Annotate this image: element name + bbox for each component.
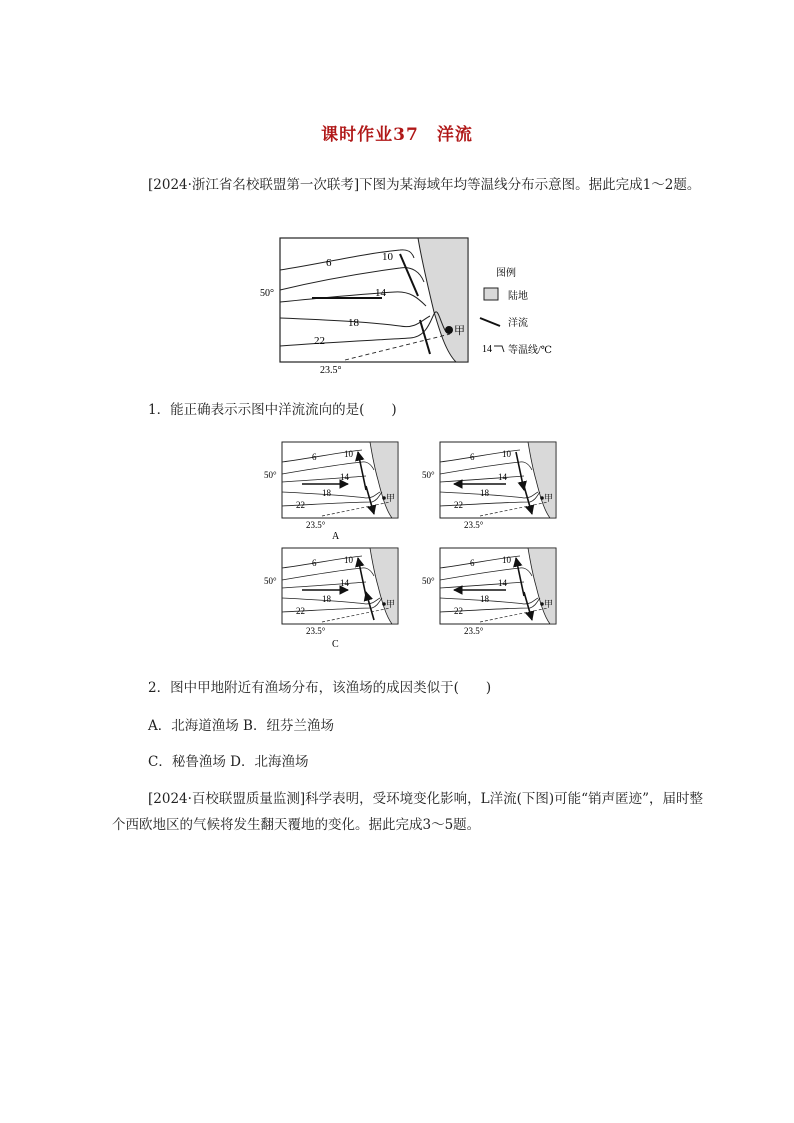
svg-text:18: 18 [322, 488, 331, 498]
option-d-figure[interactable] [420, 546, 560, 646]
iso-label-18: 18 [348, 317, 359, 329]
svg-text:甲: 甲 [386, 599, 396, 609]
svg-text:6: 6 [312, 452, 317, 462]
svg-text:10: 10 [344, 555, 353, 565]
legend-land-label: 陆地 [508, 291, 528, 302]
svg-text:甲: 甲 [386, 493, 396, 503]
svg-text:22: 22 [296, 500, 305, 510]
svg-text:23.5°: 23.5° [464, 626, 484, 636]
iso-label-14: 14 [375, 287, 386, 299]
svg-text:14: 14 [498, 472, 507, 482]
lat-50-label: 50° [260, 288, 274, 299]
svg-text:14: 14 [340, 578, 349, 588]
legend-iso-swatch [494, 346, 504, 352]
svg-text:10: 10 [344, 449, 353, 459]
option-c-label: C [332, 639, 339, 650]
svg-text:6: 6 [470, 558, 475, 568]
question-2-options-row-1: A．北海道渔场 B．纽芬兰渔场 [148, 718, 334, 734]
svg-text:甲: 甲 [544, 493, 554, 503]
svg-text:甲: 甲 [544, 599, 554, 609]
question-2-options-row-2: C．秘鲁渔场 D．北海渔场 [148, 754, 309, 770]
svg-text:23.5°: 23.5° [306, 520, 326, 530]
legend-iso-value: 14 [482, 344, 492, 355]
svg-text:14: 14 [340, 472, 349, 482]
svg-text:22: 22 [454, 606, 463, 616]
iso-label-22: 22 [314, 335, 325, 347]
iso-label-6: 6 [326, 257, 332, 269]
svg-text:50°: 50° [264, 576, 277, 586]
legend [480, 266, 552, 356]
legend-current-swatch [480, 318, 500, 326]
legend-title: 图例 [496, 268, 516, 279]
legend-current-label: 洋流 [508, 318, 528, 329]
page-title: 课时作业37 洋流 [321, 125, 473, 145]
question-2: 2．图中甲地附近有渔场分布，该渔场的成因类似于( ) [148, 680, 492, 696]
option-a-figure[interactable] [262, 440, 402, 540]
svg-text:14: 14 [498, 578, 507, 588]
intro-paragraph-1: [2024·浙江省名校联盟第一次联考]下图为某海域年均等温线分布示意图。据此完成1～2题。 [148, 177, 701, 193]
svg-text:50°: 50° [422, 470, 435, 480]
option-b-figure[interactable] [420, 440, 560, 540]
svg-text:22: 22 [296, 606, 305, 616]
svg-text:50°: 50° [264, 470, 277, 480]
svg-text:18: 18 [480, 594, 489, 604]
option-a-label: A [332, 531, 340, 540]
main-isotherm-map [250, 232, 580, 382]
svg-text:22: 22 [454, 500, 463, 510]
label-jia: 甲 [454, 325, 465, 337]
iso-label-10: 10 [382, 251, 393, 263]
question-1: 1．能正确表示示图中洋流流向的是( ) [148, 402, 397, 418]
svg-text:6: 6 [312, 558, 317, 568]
svg-text:18: 18 [322, 594, 331, 604]
intro-paragraph-2: [2024·百校联盟质量监测]科学表明，受环境变化影响，L洋流(下图)可能“销声匿迹”，届时整个西欧地区的气候将发生翻天覆地的变化。据此完成3～5题。 [112, 791, 703, 833]
svg-text:23.5°: 23.5° [464, 520, 484, 530]
lat-23-label: 23.5° [320, 365, 342, 376]
legend-land-swatch [484, 288, 498, 300]
svg-text:50°: 50° [422, 576, 435, 586]
point-jia [445, 326, 453, 334]
legend-iso-label: 等温线/℃ [508, 345, 552, 356]
svg-text:18: 18 [480, 488, 489, 498]
option-c-figure[interactable] [262, 546, 402, 652]
svg-text:23.5°: 23.5° [306, 626, 326, 636]
svg-text:10: 10 [502, 555, 511, 565]
svg-text:6: 6 [470, 452, 475, 462]
svg-text:10: 10 [502, 449, 511, 459]
